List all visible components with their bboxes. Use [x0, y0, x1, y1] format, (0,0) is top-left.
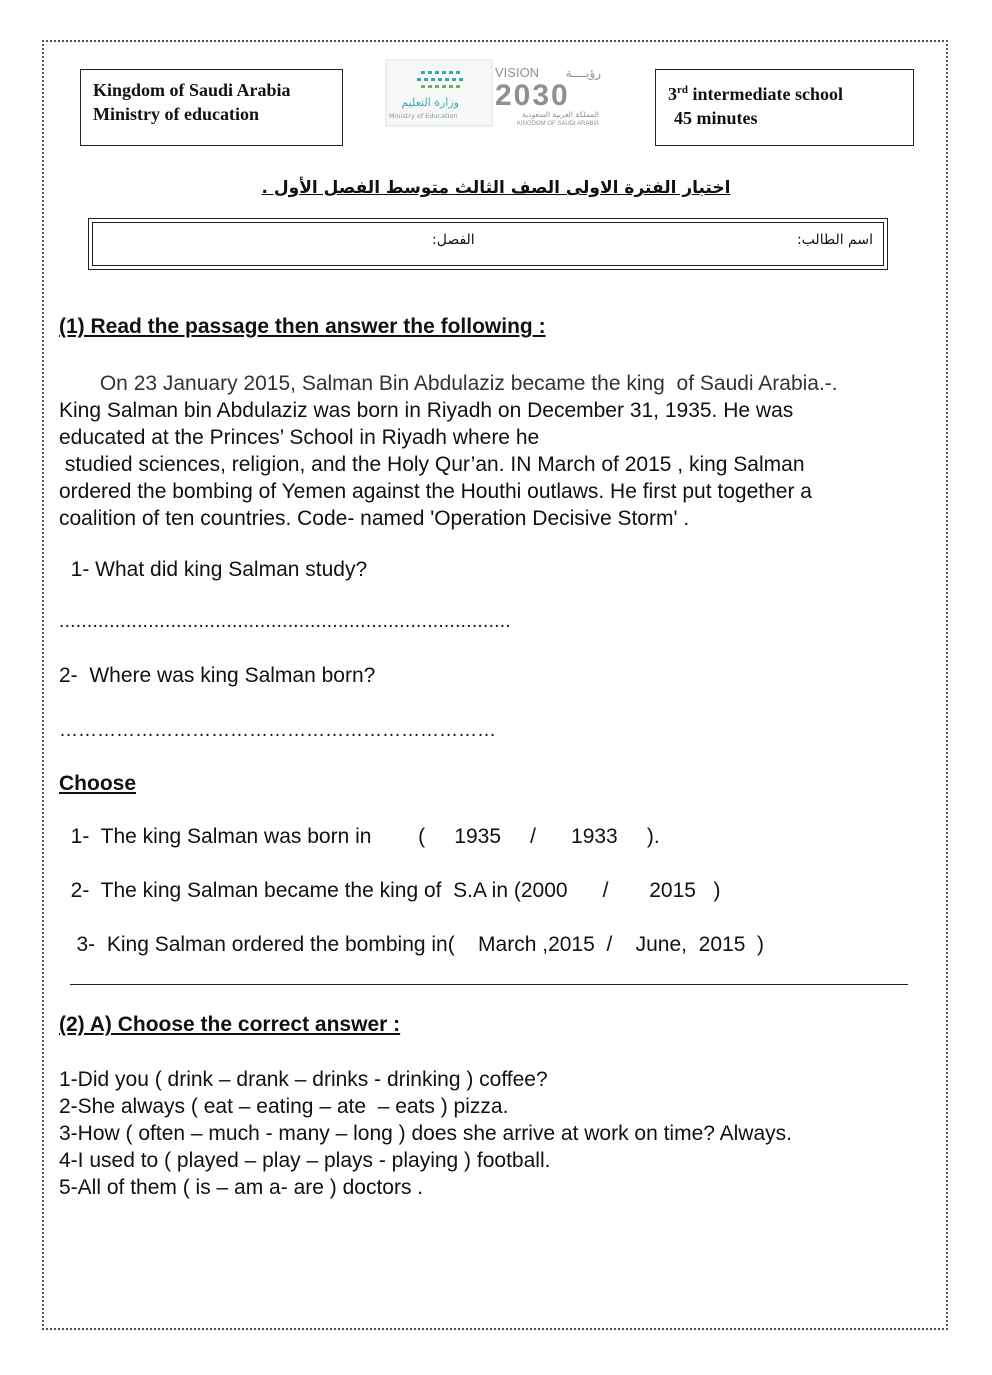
section-divider: [70, 984, 908, 985]
student-name-label: اسم الطالب:: [796, 232, 873, 248]
question-1: 1- What did king Salman study?: [59, 558, 368, 581]
header-left-box: [80, 69, 343, 146]
passage-line: ordered the bombing of Yemen against the Houthi outlaws. He first put together a: [59, 480, 812, 503]
grade-suffix: rd: [677, 84, 688, 96]
passage-line: coalition of ten countries. Code- named 'Operation Decisive Storm' .: [59, 507, 690, 530]
vision-arabic-word: رؤيــــة: [565, 66, 601, 80]
school-label: intermediate school: [688, 84, 843, 104]
kingdom-arabic-text: المملكة العربية السعودية: [522, 110, 599, 119]
section1-heading: (1) Read the passage then answer the following :: [59, 315, 546, 338]
section2-heading: (2) A) Choose the correct answer :: [59, 1013, 401, 1036]
multiple-choice-list: [59, 1066, 792, 1201]
vision-word: VISION: [495, 65, 540, 80]
passage-line: educated at the Princes’ School in Riyadh where he: [59, 426, 540, 449]
mc-item: 4-I used to ( played – play – plays - playing ) football.: [59, 1149, 551, 1172]
ministry-arabic-text: وزارة التعليم: [401, 96, 459, 109]
ministry-english-text: Ministry of Education: [389, 112, 458, 120]
question-2: 2- Where was king Salman born?: [59, 664, 376, 687]
exam-title: اختبار الفترة الاولى الصف الثالث متوسط الفصل الأول .: [261, 178, 731, 198]
mc-item: 5-All of them ( is – am a- are ) doctors .: [59, 1176, 424, 1199]
reading-passage: [59, 370, 939, 532]
student-info-inner-border: [92, 222, 884, 266]
ministry-vision-logo: [383, 58, 605, 128]
student-info-box: [88, 218, 888, 270]
mc-item: 3-How ( often – much - many – long ) does she arrive at work on time? Always.: [59, 1122, 792, 1145]
answer-line-2: ……………………………………………………………: [59, 720, 496, 741]
ministry-label: Ministry of education: [93, 104, 259, 124]
choose-item-2: 2- The king Salman became the king of S.A in (2000 / 2015 ): [59, 879, 721, 902]
mc-item: 1-Did you ( drink – drank – drinks - drinking ) coffee?: [59, 1068, 548, 1091]
passage-line: King Salman bin Abdulaziz was born in Riyadh on December 31, 1935. He was: [59, 399, 794, 422]
grade-number: 3: [668, 84, 677, 104]
answer-line-1: .................................................................................: [59, 611, 511, 632]
passage-line: On 23 January 2015, Salman Bin Abdulaziz became the king of Saudi Arabia.-.: [59, 372, 838, 395]
mc-item: 2-She always ( eat – eating – ate – eats ) pizza.: [59, 1095, 509, 1118]
vision-year: 2030: [495, 79, 570, 112]
class-label: الفصل:: [432, 232, 475, 248]
grade-line: [668, 78, 901, 106]
choose-item-1: 1- The king Salman was born in ( 1935 / 1933 ).: [59, 825, 660, 848]
kingdom-label: Kingdom of Saudi Arabia: [93, 80, 291, 100]
duration-label: 45 minutes: [674, 108, 758, 128]
kingdom-english-text: KINGDOM OF SAUDI ARABIA: [516, 121, 599, 127]
choose-item-3: 3- King Salman ordered the bombing in( March ,2015 / June, 2015 ): [59, 933, 765, 956]
passage-line: studied sciences, religion, and the Holy Qur’an. IN March of 2015 , king Salman: [59, 453, 805, 476]
choose-heading: Choose: [59, 772, 137, 795]
header-right-box: [655, 69, 914, 146]
